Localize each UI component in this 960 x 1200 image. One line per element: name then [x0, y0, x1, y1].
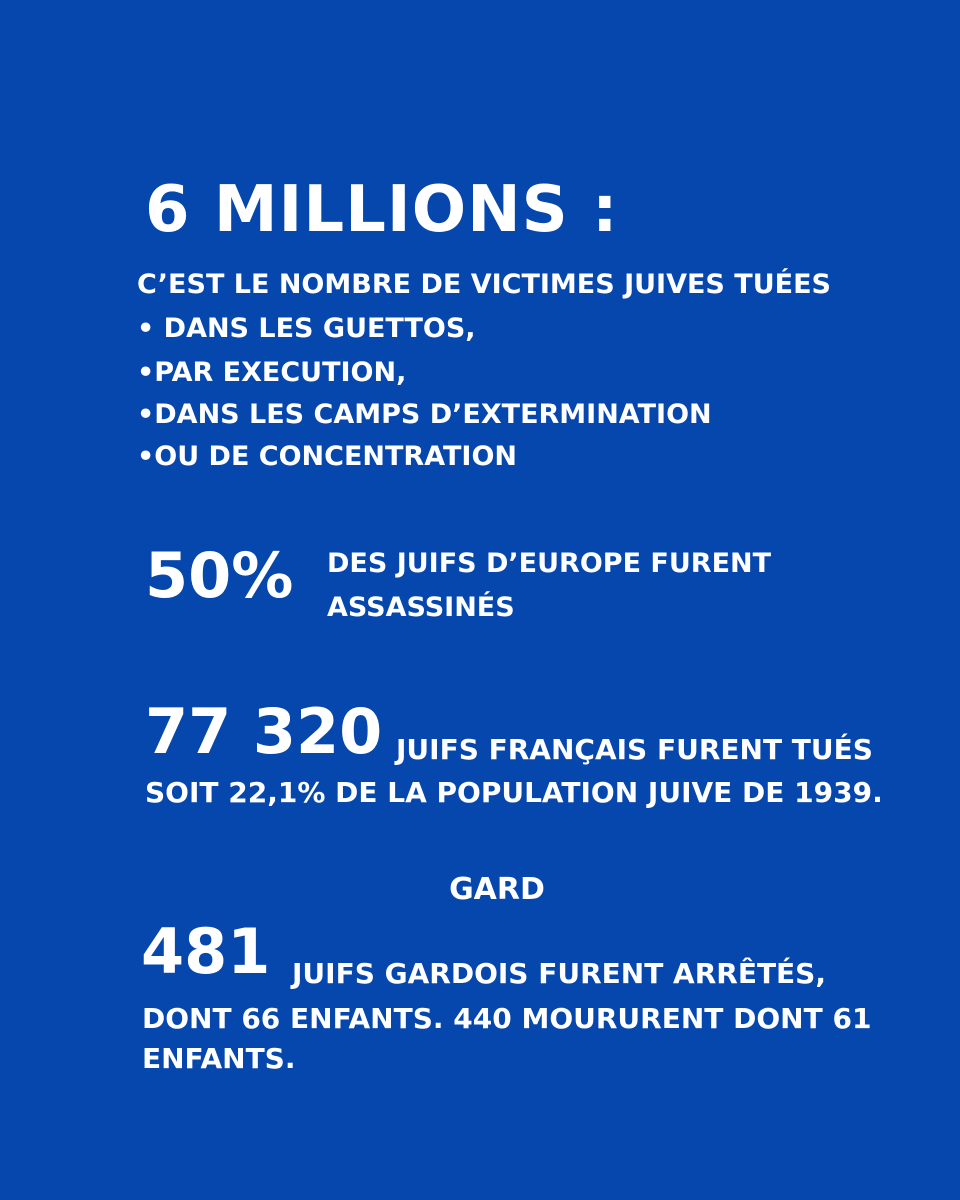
gard-arrested-figure: 481 — [141, 915, 271, 988]
france-victims-figure: 77 320 — [145, 695, 383, 768]
headline-six-millions: 6 MILLIONS : — [145, 173, 619, 247]
europe-percent-figure: 50% — [145, 539, 294, 612]
bullet-concentration: •OU DE CONCENTRATION — [137, 441, 518, 472]
europe-percent-text: DES JUIFS D’EUROPE FURENT ASSASSINÉS — [327, 548, 772, 623]
gard-heading: GARD — [449, 872, 545, 907]
gard-children-text-end: ENFANTS. — [142, 1042, 296, 1075]
bullet-ghettos: • DANS LES GUETTOS, — [137, 313, 476, 344]
intro-lead-text: C’EST LE NOMBRE DE VICTIMES JUIVES TUÉES — [137, 269, 831, 300]
france-population-share-text: SOIT 22,1% DE LA POPULATION JUIVE DE 1939. — [145, 776, 883, 809]
gard-children-text: DONT 66 ENFANTS. 440 MOURURENT DONT 61 — [142, 1002, 872, 1035]
bullet-execution: •PAR EXECUTION, — [137, 357, 407, 388]
bullet-extermination-camps: •DANS LES CAMPS D’EXTERMINATION — [137, 399, 712, 430]
gard-arrested-text: JUIFS GARDOIS FURENT ARRÊTÉS, — [292, 957, 826, 990]
france-victims-text: JUIFS FRANÇAIS FURENT TUÉS — [396, 733, 873, 766]
